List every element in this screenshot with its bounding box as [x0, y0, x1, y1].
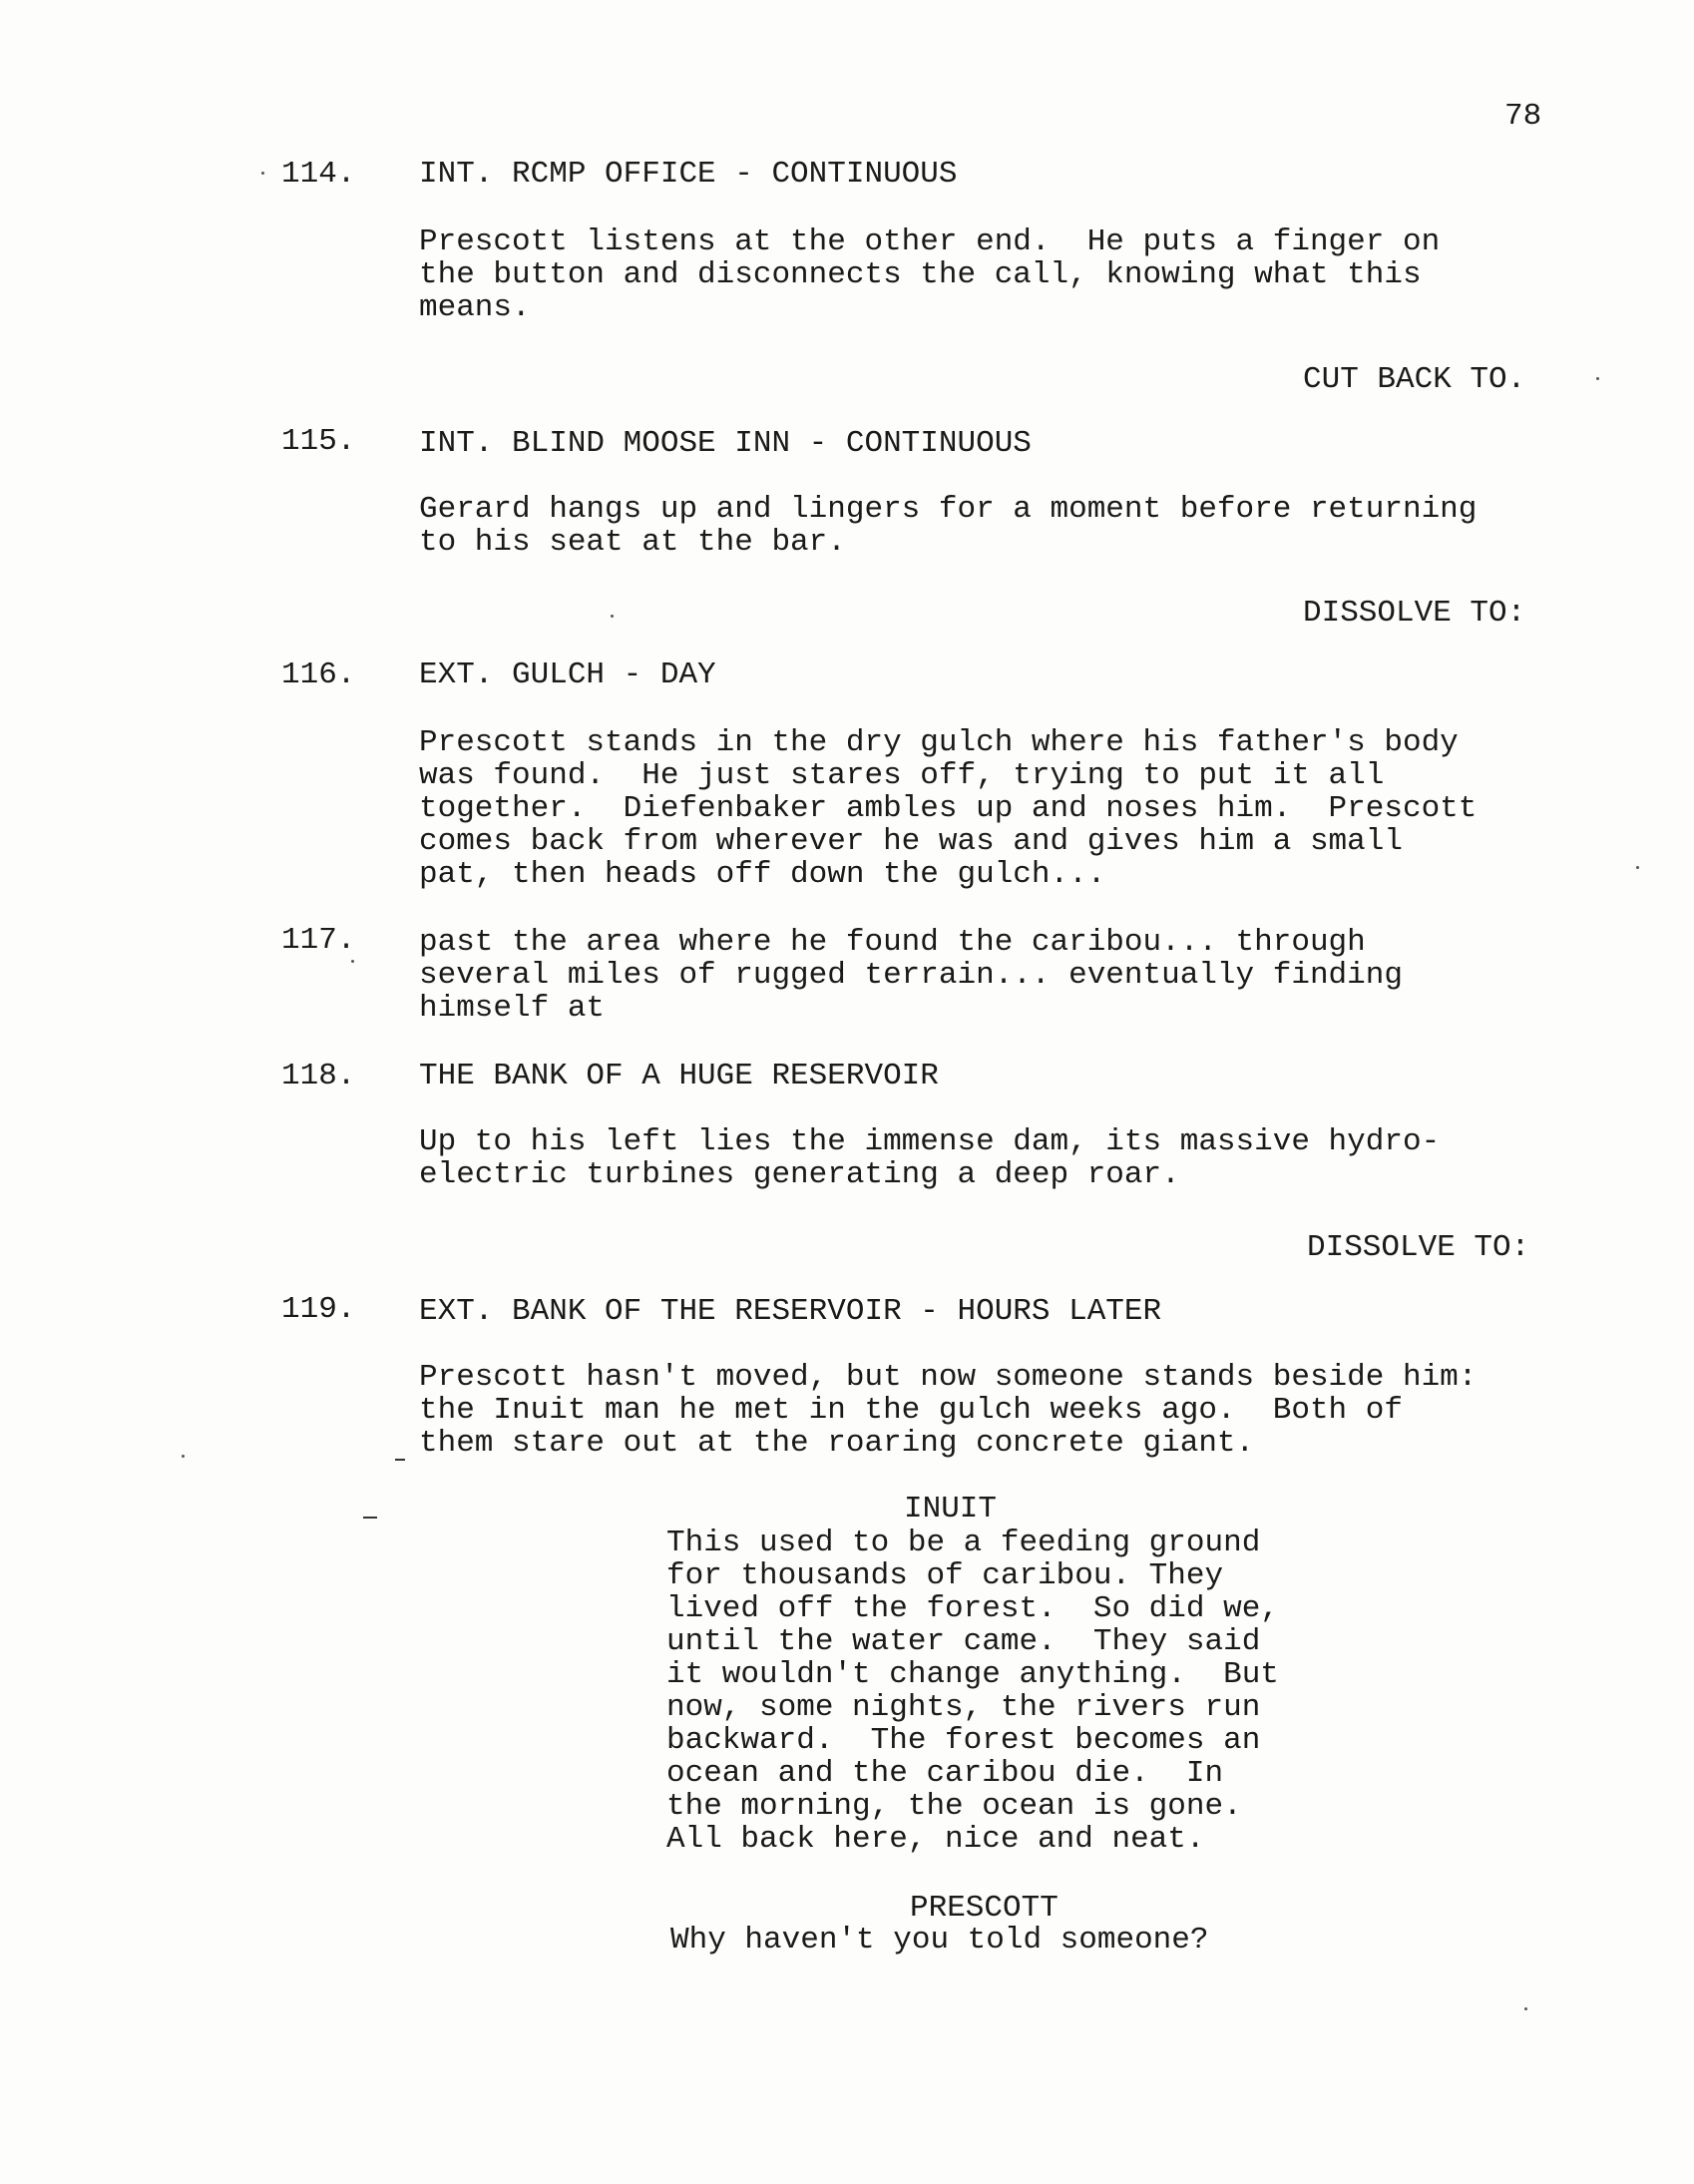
scan-mark — [363, 1517, 377, 1519]
scene-number: 114. — [281, 157, 356, 192]
action-text: Gerard hangs up and lingers for a moment before returning to his seat at the bar. — [419, 492, 1478, 560]
transition: DISSOLVE TO: — [1307, 1230, 1530, 1265]
scene-number: 118. — [281, 1059, 356, 1093]
action-text: Prescott stands in the dry gulch where his father's body was found. He just stares off, trying to put it all together. Diefenbaker ambles up and noses him. Prescott comes back from wherever he was and gives him a small pat, then heads off down the gulch... — [419, 725, 1478, 892]
scene-number: 115. — [281, 424, 356, 459]
dialogue-text: This used to be a feeding ground for thousands of caribou. They lived off the forest. So did we, until the water came. They said it wouldn't change anything. But now, some nights, the rivers run backward. The forest becomes an ocean and the caribou die. In the morning, the ocean is gone. All back here, nice and neat. — [666, 1526, 1279, 1857]
scan-speck — [182, 1455, 185, 1458]
scan-speck — [261, 172, 264, 175]
transition: CUT BACK TO. — [1303, 362, 1526, 397]
scan-speck — [351, 960, 354, 963]
scene-number: 116. — [281, 657, 356, 692]
transition: DISSOLVE TO: — [1303, 596, 1526, 631]
scene-heading: EXT. BANK OF THE RESERVOIR - HOURS LATER — [419, 1294, 1162, 1329]
scene-number: 119. — [281, 1292, 356, 1327]
scene-heading: INT. BLIND MOOSE INN - CONTINUOUS — [419, 426, 1032, 461]
scan-mark — [395, 1459, 405, 1461]
action-text: past the area where he found the caribou... through several miles of rugged terrain... eventually finding himself at — [419, 925, 1403, 1026]
dialogue-text: Why haven't you told someone? — [670, 1923, 1209, 1958]
action-text: Prescott listens at the other end. He puts a finger on the button and disconnects the call, knowing what this means. — [419, 224, 1441, 325]
character-name: PRESCOTT — [910, 1891, 1059, 1926]
action-text: Prescott hasn't moved, but now someone stands beside him: the Inuit man he met in the gulch weeks ago. Both of them stare out at the roaring concrete giant. — [419, 1360, 1478, 1461]
scan-speck — [1636, 866, 1639, 869]
character-name: INUIT — [904, 1492, 998, 1527]
scan-speck — [611, 615, 614, 618]
scan-speck — [1524, 2007, 1527, 2010]
scene-heading: INT. RCMP OFFICE - CONTINUOUS — [419, 157, 958, 192]
scene-heading: THE BANK OF A HUGE RESERVOIR — [419, 1059, 939, 1093]
scene-heading: EXT. GULCH - DAY — [419, 657, 716, 692]
action-text: Up to his left lies the immense dam, its massive hydro- electric turbines generating a deep roar. — [419, 1124, 1441, 1192]
page-number: 78 — [1504, 99, 1542, 134]
scan-speck — [1596, 377, 1599, 380]
scene-number: 117. — [281, 923, 356, 958]
